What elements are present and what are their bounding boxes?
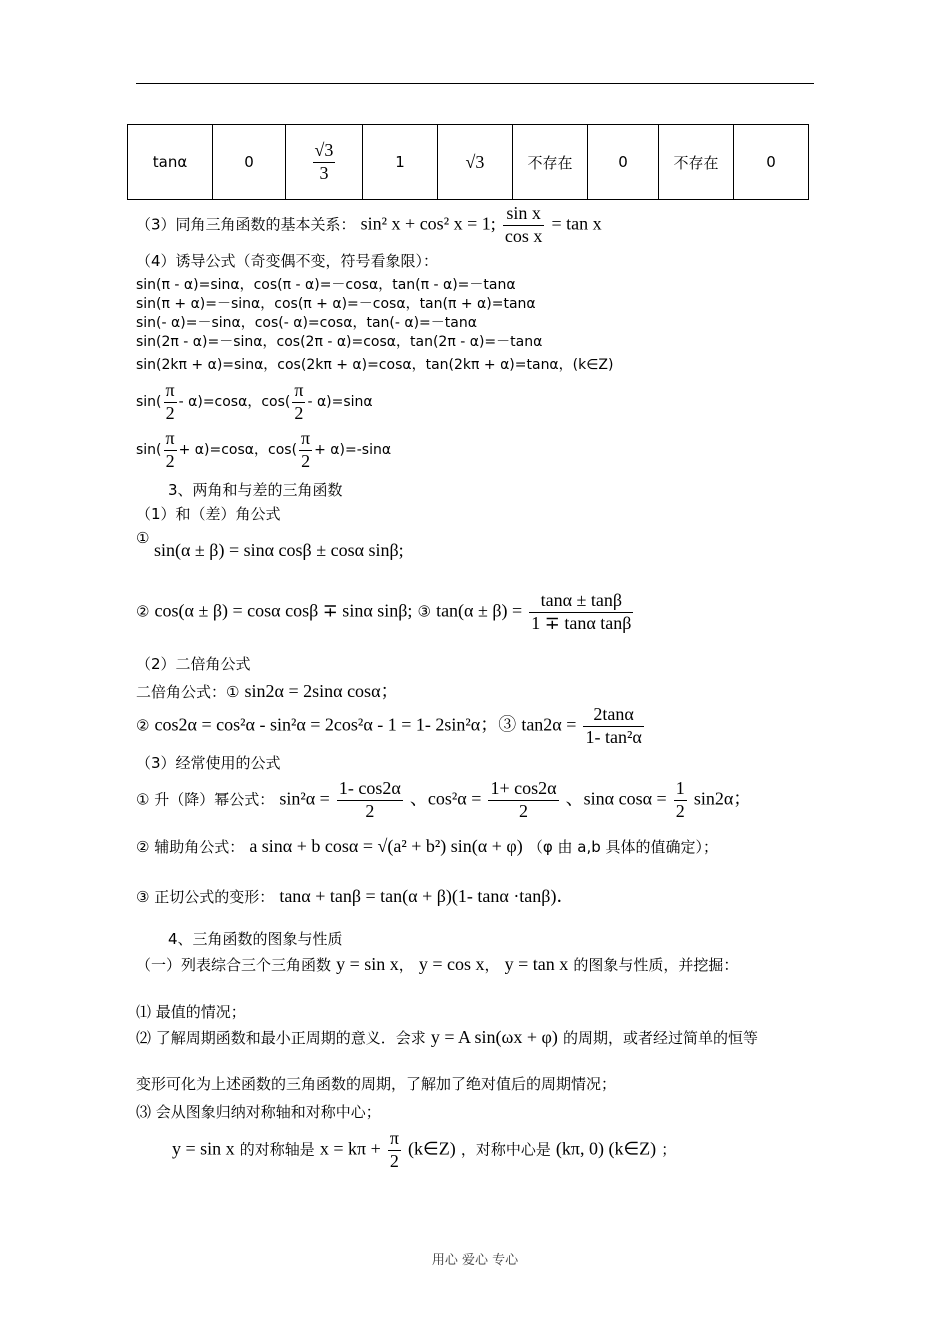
formula-line: sin( $\frac{\pi}{2}$ + α)=cosα，cos( $\frac{\pi}{2}$ + α)=-sinα: [136, 428, 392, 471]
formula-line: ② cos2α = cos²α - sin²α = 2cos²α - 1 = 1- 2sin²α；③ tan2α = $\frac{2\tan\alpha}{\text{1- tan²α}}$: [136, 704, 642, 747]
table-cell: 1: [363, 125, 438, 200]
tan-value-table: [127, 124, 809, 200]
formula-line: sin(2π - α)=－sinα，cos(2π - α)=cosα，tan(2π - α)=－tanα: [136, 334, 543, 350]
fraction: $\frac{\text{sin x}}{\text{cos x}}$: [504, 203, 543, 246]
formula-line: sin(α ± β) = sinα cosβ ± cosα sinβ;: [154, 540, 404, 560]
formula-line: sin( $\frac{\pi}{2}$ - α)=cosα，cos( $\frac{\pi}{2}$ - α)=sinα: [136, 380, 373, 423]
fraction: $\frac{\pi}{2}$: [301, 428, 311, 471]
fraction: $\frac{\pi}{2}$: [165, 380, 175, 423]
fraction: $\frac{\pi}{2}$: [389, 1128, 399, 1171]
table-cell: tanα: [128, 125, 213, 200]
formula-line: y = sin x 的对称轴是 x = kπ + $\frac{\pi}{2}$ (k∈Z) ，对称中心是 (kπ, 0) (k∈Z) ；: [172, 1128, 677, 1171]
formula-line: （一）列表综合三个三角函数 y = sin x， y = cos x， y = tan x 的图象与性质，并挖掘：: [136, 954, 739, 974]
formula-line: sin(π + α)=－sinα，cos(π + α)=－cosα，tan(π + α)=tanα: [136, 296, 536, 312]
page-footer: 用心 爱心 专心: [431, 1253, 519, 1268]
fraction: $\frac{√3}{3}$: [314, 139, 334, 183]
section-heading: 3、两角和与差的三角函数: [168, 481, 343, 499]
fraction: $\frac{1- \cos 2\alpha}{2}$: [338, 778, 401, 821]
formula-line: ② 辅助角公式： a sinα + b cosα = √(a² + b²) sin(α + φ) （φ 由 a,b 具体的值确定）；: [136, 836, 719, 856]
formula-line: sin(π - α)=sinα，cos(π - α)=－cosα，tan(π - α)=－tanα: [136, 277, 516, 293]
subsection-heading: （3）经常使用的公式: [136, 754, 281, 772]
section-heading: （4）诱导公式（奇变偶不变，符号看象限）：: [136, 252, 439, 270]
fraction: $\frac{1+ \cos 2\alpha}{2}$: [490, 778, 557, 821]
list-item: ⑵ 了解周期函数和最小正周期的意义．会求 y = A sin(ωx + φ) 的周期，或者经过简单的恒等: [136, 1027, 759, 1047]
formula-line: 二倍角公式：① sin2α = 2sinα cosα；: [136, 681, 399, 701]
subsection-heading: （2）二倍角公式: [136, 655, 251, 673]
fraction: $\frac{\pi}{2}$: [294, 380, 304, 423]
subsection-heading: （1）和（差）角公式: [136, 505, 281, 523]
list-item: ⑶ 会从图象归纳对称轴和对称中心；: [136, 1103, 381, 1121]
formula-line: sin(- α)=－sinα，cos(- α)=cosα，tan(- α)=－tanα: [136, 315, 477, 331]
table-cell: √3: [438, 125, 513, 200]
identity-line: （3）同角三角函数的基本关系： sin² x + cos² x = 1; $\frac{\text{sin x}}{\text{cos x}}$ = tan x: [136, 203, 602, 246]
formula-line: ①: [136, 529, 150, 547]
table-cell: [286, 125, 363, 200]
fraction: $\frac{\tan\alpha \pm \tan\beta}{\text{1 ∓ tanα tanβ}}$: [531, 590, 632, 633]
formula-line: ③ 正切公式的变形： tanα + tanβ = tan(α + β)(1- tanα ·tanβ)．: [136, 886, 575, 906]
formula-line: sin(2kπ + α)=sinα，cos(2kπ + α)=cosα，tan(2kπ + α)=tanα，(k∈Z): [136, 357, 614, 373]
fraction: $\frac{1}{2}$: [675, 778, 685, 821]
list-item: ⑴ 最值的情况；: [136, 1003, 246, 1021]
header-rule: [136, 83, 814, 84]
formula-line: ① 升（降）幂公式： sin²α = $\frac{1- \cos 2\alpha}{2}$ 、cos²α = $\frac{1+ \cos 2\alpha}{2}$ 、sinα cosα = $\frac{1}{2}$ sin2α；: [136, 778, 752, 821]
table-cell: 不存在: [513, 125, 588, 200]
table-cell: 0: [734, 125, 809, 200]
list-item: 变形可化为上述函数的三角函数的周期，了解加了绝对值后的周期情况；: [136, 1075, 617, 1093]
table-cell: 0: [588, 125, 659, 200]
formula-line: ② cos(α ± β) = cosα cosβ ∓ sinα sinβ; ③ tan(α ± β) = $\frac{\tan\alpha \pm \tan\beta}{\text{1 ∓ tanα tanβ}}$: [136, 590, 632, 633]
table-row: [128, 125, 809, 200]
fraction: $\frac{\pi}{2}$: [165, 428, 175, 471]
table-cell: 0: [213, 125, 286, 200]
table-cell: 不存在: [659, 125, 734, 200]
section-heading: 4、三角函数的图象与性质: [168, 930, 343, 948]
fraction: $\frac{2\tan\alpha}{\text{1- tan²α}}$: [585, 704, 642, 747]
